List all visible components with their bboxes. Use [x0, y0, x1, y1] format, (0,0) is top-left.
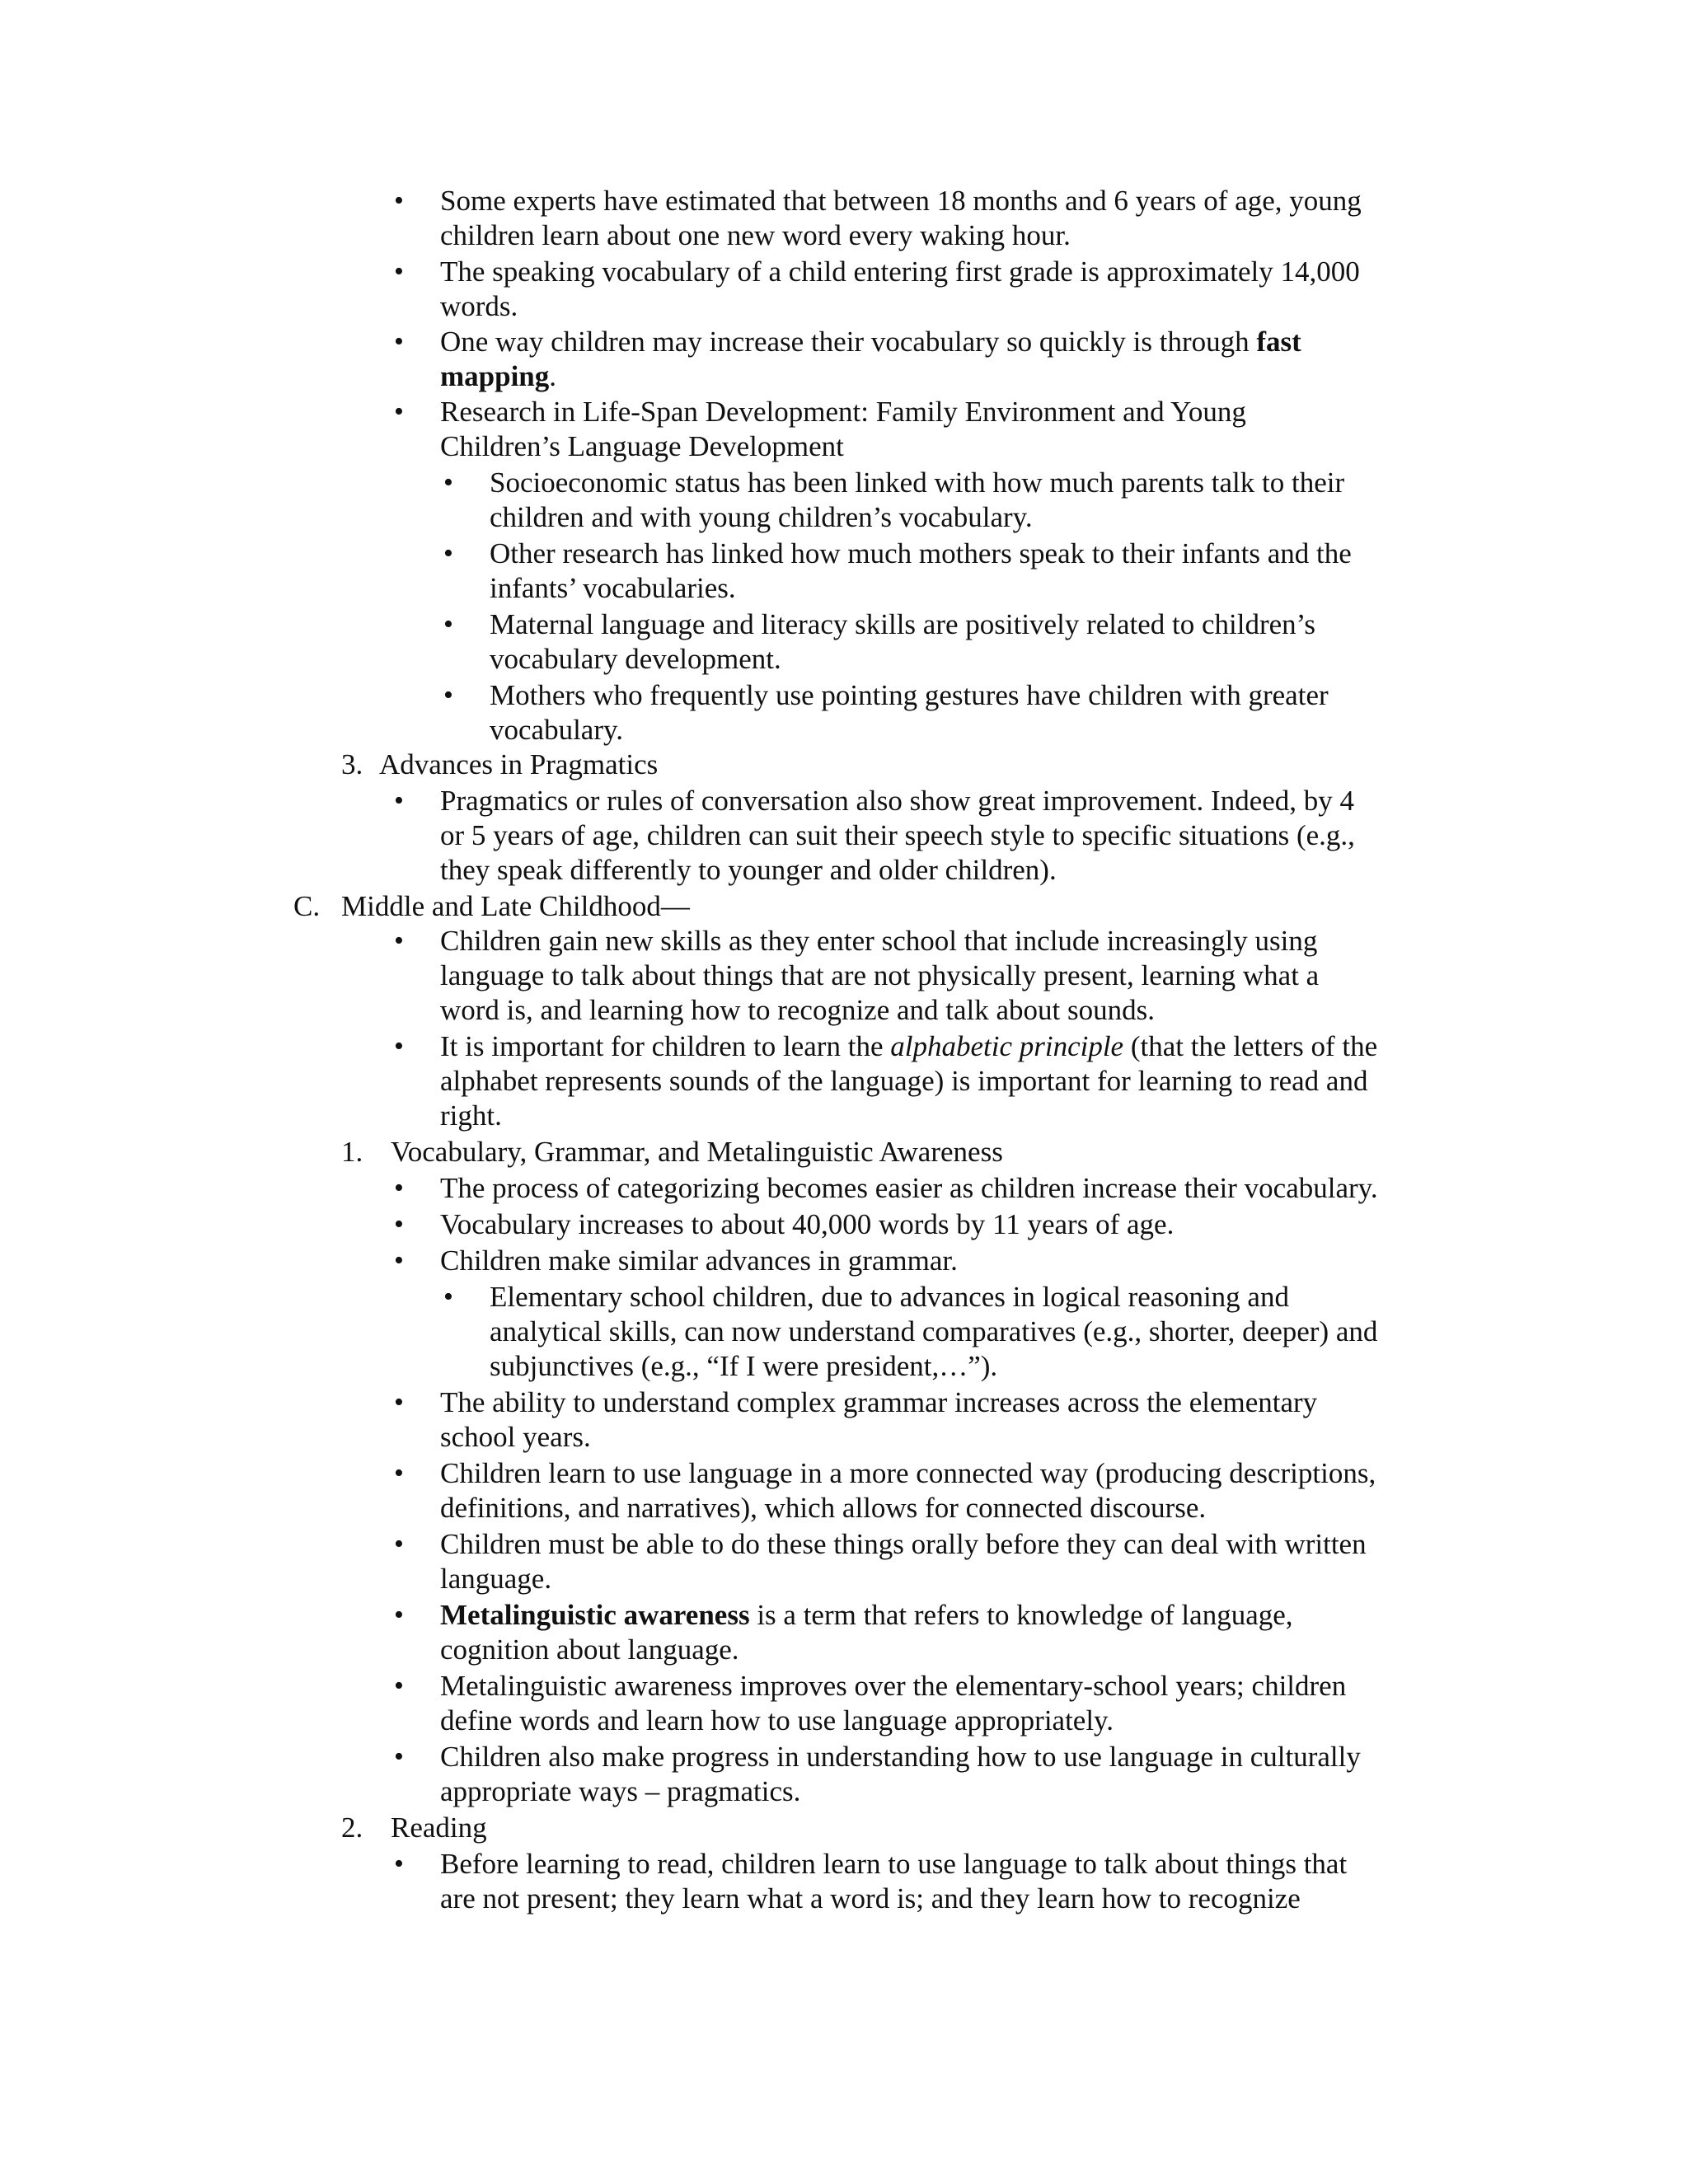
bold-term: fast — [1256, 326, 1301, 358]
bullet-icon: • — [443, 609, 453, 640]
text-line — [440, 1562, 551, 1596]
text-line — [440, 1171, 1378, 1206]
text-line — [490, 607, 1315, 642]
text-segment: alphabet represents sounds of the language) is important for learning to read and — [440, 1065, 1368, 1097]
text-segment: Vocabulary, Grammar, and Metalinguistic Awareness — [391, 1136, 1003, 1168]
text-line — [440, 1064, 1367, 1099]
list-marker: 3. — [341, 748, 363, 780]
list-marker: 2. — [341, 1811, 363, 1844]
text-segment: definitions, and narratives), which allows for connected discourse. — [440, 1492, 1207, 1524]
bullet-icon: • — [394, 1245, 404, 1276]
bullet-icon: • — [394, 1600, 404, 1630]
bullet-icon: • — [443, 680, 453, 710]
bullet-icon: • — [394, 1529, 404, 1559]
text-line — [440, 924, 1317, 958]
bold-term: mapping — [440, 360, 550, 392]
text-segment: cognition about language. — [440, 1633, 739, 1666]
text-line — [490, 1349, 997, 1384]
text-line — [440, 1669, 1346, 1704]
text-segment: are not present; they learn what a word is; and they learn how to recognize — [440, 1882, 1301, 1915]
text-segment: vocabulary development. — [490, 643, 781, 675]
text-segment: define words and learn how to use language appropriately. — [440, 1704, 1114, 1736]
text-segment: vocabulary. — [490, 714, 623, 746]
text-segment: Vocabulary increases to about 40,000 words by 11 years of age. — [440, 1208, 1175, 1240]
text-segment: or 5 years of age, children can suit their speech style to specific situations (e.g., — [440, 819, 1355, 851]
text-segment: Advances in Pragmatics — [379, 748, 659, 780]
bullet-icon: • — [394, 1387, 404, 1418]
text-line — [440, 1598, 1293, 1633]
text-line — [440, 1633, 739, 1667]
text-line — [440, 255, 1360, 289]
bullet-icon: • — [394, 396, 404, 427]
text-line — [440, 395, 1246, 429]
text-segment: Some experts have estimated that between 18 months and 6 years of age, young — [440, 185, 1362, 217]
text-line — [341, 889, 690, 924]
text-segment: they speak differently to younger and older children). — [440, 854, 1057, 886]
text-line — [440, 1099, 502, 1133]
text-line — [440, 325, 1301, 359]
bullet-icon: • — [394, 1209, 404, 1240]
text-segment: Mothers who frequently use pointing gestures have children with greater — [490, 679, 1329, 711]
bullet-icon: • — [443, 467, 453, 498]
text-line — [490, 642, 781, 677]
list-marker: 1. — [341, 1136, 363, 1168]
bullet-icon: • — [394, 785, 404, 816]
text-line — [440, 1456, 1376, 1491]
text-line — [440, 1704, 1114, 1738]
text-segment: Middle and Late Childhood— — [341, 890, 690, 922]
text-line — [440, 1420, 591, 1455]
text-segment: words. — [440, 290, 518, 322]
text-line — [440, 1385, 1317, 1420]
italic-term: alphabetic principle — [890, 1030, 1124, 1062]
text-segment: Socioeconomic status has been linked with how much parents talk to their — [490, 466, 1345, 499]
text-line — [440, 1244, 958, 1278]
text-line — [391, 1135, 1003, 1169]
text-segment: The process of categorizing becomes easier as children increase their vocabulary. — [440, 1172, 1378, 1204]
text-segment: Elementary school children, due to advances in logical reasoning and — [490, 1281, 1289, 1313]
text-segment: school years. — [440, 1421, 591, 1453]
text-segment: Before learning to read, children learn to use language to talk about things that — [440, 1848, 1348, 1880]
text-segment: Children’s Language Development — [440, 430, 844, 462]
text-line — [440, 429, 844, 464]
text-segment: Children must be able to do these things orally before they can deal with written — [440, 1528, 1367, 1560]
text-segment: Children learn to use language in a more connected way (producing descriptions, — [440, 1457, 1376, 1489]
text-segment: Maternal language and literacy skills are positively related to children’s — [490, 608, 1316, 640]
text-segment: Metalinguistic awareness improves over the elementary-school years; children — [440, 1670, 1347, 1702]
bullet-icon: • — [394, 1031, 404, 1062]
bullet-icon: • — [394, 1671, 404, 1701]
text-line — [490, 1280, 1289, 1315]
bullet-icon: • — [394, 185, 404, 216]
text-line — [440, 958, 1319, 993]
text-segment: Reading — [391, 1811, 487, 1844]
text-line — [490, 466, 1344, 500]
text-line — [490, 537, 1352, 571]
bold-term: Metalinguistic awareness — [440, 1599, 750, 1631]
text-segment: analytical skills, can now understand comparatives (e.g., shorter, deeper) and — [490, 1315, 1378, 1347]
text-line — [440, 1491, 1206, 1526]
text-line — [490, 571, 736, 606]
text-segment: children and with young children’s vocabulary. — [490, 501, 1033, 533]
text-line — [490, 678, 1329, 713]
text-segment: The speaking vocabulary of a child entering first grade is approximately 14,000 — [440, 255, 1360, 288]
text-line — [440, 1882, 1301, 1916]
text-segment: is a term that refers to knowledge of language, — [749, 1599, 1293, 1631]
text-segment: language to talk about things that are not physically present, learning what a — [440, 959, 1320, 991]
bullet-icon: • — [443, 538, 453, 569]
bullet-icon: • — [443, 1282, 453, 1312]
text-segment: Other research has linked how much mothers speak to their infants and the — [490, 537, 1352, 569]
text-segment: (that the letters of the — [1123, 1030, 1378, 1062]
text-segment: The ability to understand complex grammar increases across the elementary — [440, 1386, 1318, 1418]
text-line — [440, 218, 1071, 253]
bullet-icon: • — [394, 1849, 404, 1879]
text-line — [440, 1207, 1174, 1242]
text-segment: appropriate ways – pragmatics. — [440, 1775, 801, 1807]
bullet-icon: • — [394, 256, 404, 287]
text-segment: right. — [440, 1099, 502, 1132]
text-segment: It is important for children to learn the — [440, 1030, 891, 1062]
text-line — [391, 1811, 487, 1845]
text-line — [440, 1847, 1347, 1882]
text-line — [440, 818, 1355, 853]
text-line — [440, 993, 1155, 1028]
text-segment: word is, and learning how to recognize and talk about sounds. — [440, 994, 1156, 1026]
text-segment: Children make similar advances in grammar. — [440, 1244, 958, 1277]
text-line — [440, 784, 1354, 818]
text-segment: subjunctives (e.g., “If I were president,…”). — [490, 1350, 998, 1382]
text-segment: One way children may increase their vocabulary so quickly is through — [440, 326, 1257, 358]
text-segment: infants’ vocabularies. — [490, 572, 736, 604]
text-line — [490, 713, 623, 748]
text-line — [440, 184, 1362, 218]
bullet-icon: • — [394, 926, 404, 956]
bullet-icon: • — [394, 326, 404, 357]
text-line — [440, 359, 556, 394]
text-line — [440, 853, 1057, 888]
text-segment: children learn about one new word every waking hour. — [440, 219, 1071, 251]
text-segment: language. — [440, 1563, 552, 1595]
bullet-icon: • — [394, 1458, 404, 1488]
bullet-icon: • — [394, 1741, 404, 1772]
text-line — [490, 500, 1033, 535]
text-segment: . — [549, 360, 557, 392]
text-segment: Children gain new skills as they enter school that include increasingly using — [440, 925, 1318, 957]
text-line — [440, 1740, 1361, 1774]
text-line — [490, 1315, 1377, 1349]
text-line — [379, 748, 658, 782]
text-line — [440, 1029, 1377, 1064]
bullet-icon: • — [394, 1173, 404, 1203]
text-segment: Pragmatics or rules of conversation also show great improvement. Indeed, by 4 — [440, 785, 1355, 817]
list-marker: C. — [293, 890, 321, 922]
text-line — [440, 1774, 800, 1809]
text-line — [440, 289, 518, 324]
text-line — [440, 1527, 1367, 1562]
text-segment: Research in Life-Span Development: Family Environment and Young — [440, 396, 1246, 428]
text-segment: Children also make progress in understanding how to use language in culturally — [440, 1741, 1361, 1773]
